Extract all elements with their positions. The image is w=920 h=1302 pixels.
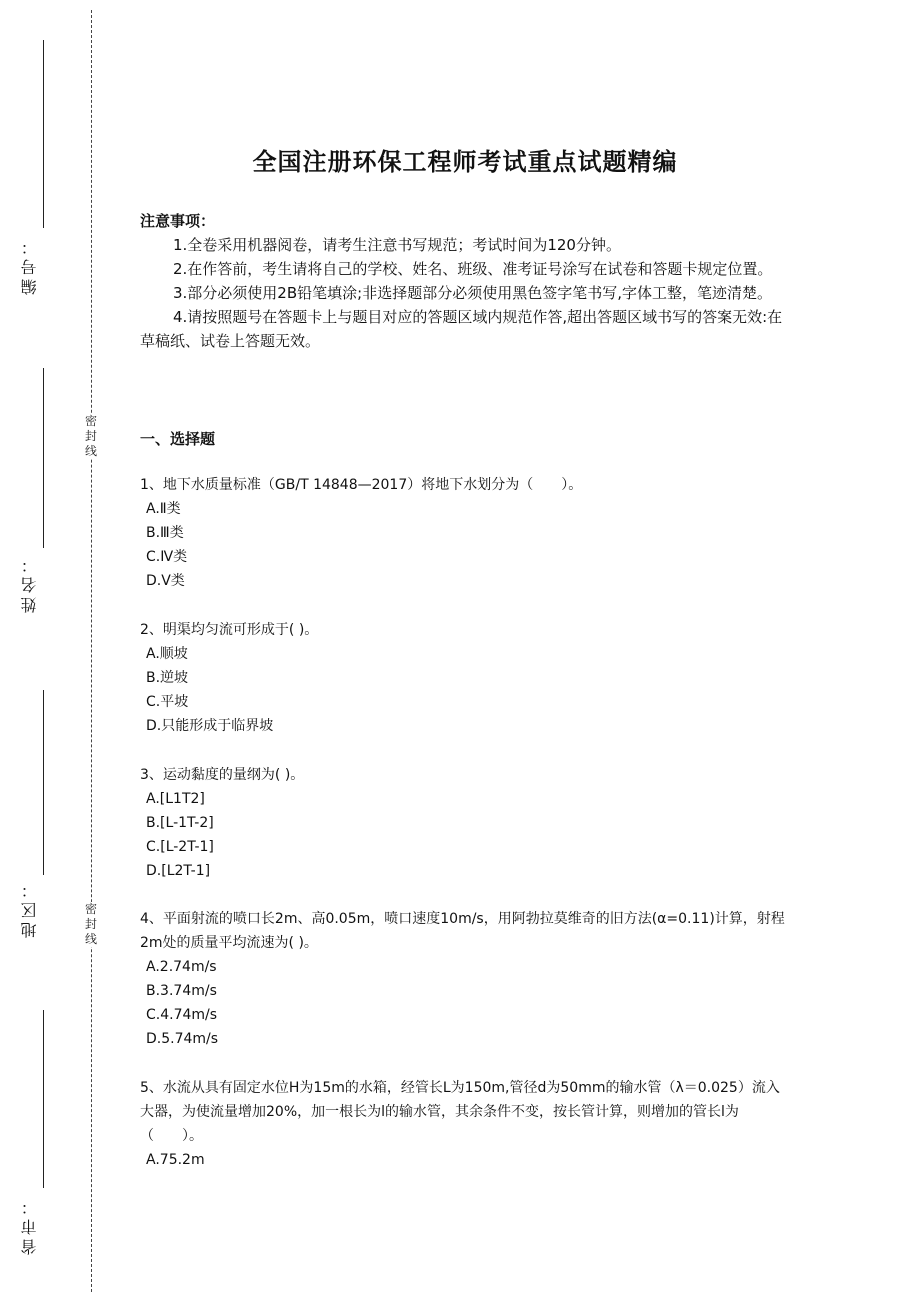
option-a[interactable]: A.顺坡 xyxy=(146,646,188,662)
province-field[interactable] xyxy=(0,1010,60,1270)
option-a[interactable]: A.2.74m/s xyxy=(146,959,217,975)
binding-dashed-line xyxy=(91,10,92,1292)
question-stem: 4、平面射流的喷口长2m、高0.05m，喷口速度10m/s，用阿勃拉莫维奇的旧方法(α=0.11)计算，射程2m处的质量平均流速为( )。 xyxy=(140,911,785,951)
section-title: 一、选择题 xyxy=(140,430,216,448)
number-field[interactable] xyxy=(0,40,60,300)
option-b[interactable]: B.逆坡 xyxy=(146,670,189,686)
option-c[interactable]: C.[L-2T-1] xyxy=(146,839,214,855)
question-5 xyxy=(140,1076,790,1172)
option-d[interactable]: D.5.74m/s xyxy=(146,1031,219,1047)
option-d[interactable]: D.只能形成于临界坡 xyxy=(146,718,274,734)
region-field[interactable] xyxy=(0,690,60,950)
name-underline xyxy=(43,368,44,548)
option-b[interactable]: B.3.74m/s xyxy=(146,983,217,999)
notice-list xyxy=(140,233,785,353)
question-stem: 2、明渠均匀流可形成于( )。 xyxy=(140,622,319,638)
name-label: 姓名： xyxy=(20,553,39,613)
option-d[interactable]: D.Ⅴ类 xyxy=(146,573,185,589)
question-stem: 3、运动黏度的量纲为( )。 xyxy=(140,767,305,783)
seal-line-text-lower: 密封线 xyxy=(82,902,100,947)
question-2 xyxy=(140,618,790,738)
question-3 xyxy=(140,763,790,883)
name-field[interactable] xyxy=(0,368,60,628)
province-underline xyxy=(43,1010,44,1188)
notice-item: 2.在作答前，考生请将自己的学校、姓名、班级、准考证号涂写在试卷和答题卡规定位置。 xyxy=(173,260,773,278)
option-d[interactable]: D.[L2T-1] xyxy=(146,863,211,879)
option-c[interactable]: C.4.74m/s xyxy=(146,1007,218,1023)
option-a[interactable]: A.Ⅱ类 xyxy=(146,501,181,517)
option-a[interactable]: A.75.2m xyxy=(146,1152,205,1168)
notice-item: 1.全卷采用机器阅卷，请考生注意书写规范；考试时间为120分钟。 xyxy=(173,236,621,254)
number-label: 编号： xyxy=(20,235,39,295)
question-4 xyxy=(140,907,790,1051)
page-title: 全国注册环保工程师考试重点试题精编 xyxy=(252,147,678,176)
question-stem: 5、水流从具有固定水位H为15m的水箱，经管长L为150m,管径d为50mm的输水管（λ＝0.025）流入大器，为使流量增加20%，加一根长为l的输水管，其余条件不变，按长管计算，则增加的管长l为（ ）。 xyxy=(140,1080,780,1144)
region-underline xyxy=(43,690,44,875)
option-c[interactable]: C.平坡 xyxy=(146,694,189,710)
option-b[interactable]: B.Ⅲ类 xyxy=(146,525,184,541)
question-stem: 1、地下水质量标准（GB/T 14848—2017）将地下水划分为（ ）。 xyxy=(140,477,583,493)
notice-item: 3.部分必须使用2B铅笔填涂;非选择题部分必须使用黑色签字笔书写,字体工整，笔迹清楚。 xyxy=(173,284,772,302)
number-underline xyxy=(43,40,44,228)
question-1 xyxy=(140,473,790,593)
province-label: 省市： xyxy=(20,1195,39,1255)
seal-line-text-upper: 密封线 xyxy=(82,414,100,459)
notice-item: 4.请按照题号在答题卡上与题目对应的答题区域内规范作答,超出答题区域书写的答案无效:在草稿纸、试卷上答题无效。 xyxy=(140,308,783,350)
notice-heading: 注意事项： xyxy=(140,212,216,230)
option-c[interactable]: C.Ⅳ类 xyxy=(146,549,188,565)
option-b[interactable]: B.[L-1T-2] xyxy=(146,815,214,831)
option-a[interactable]: A.[L1T2] xyxy=(146,791,205,807)
region-label: 地区： xyxy=(20,878,39,938)
